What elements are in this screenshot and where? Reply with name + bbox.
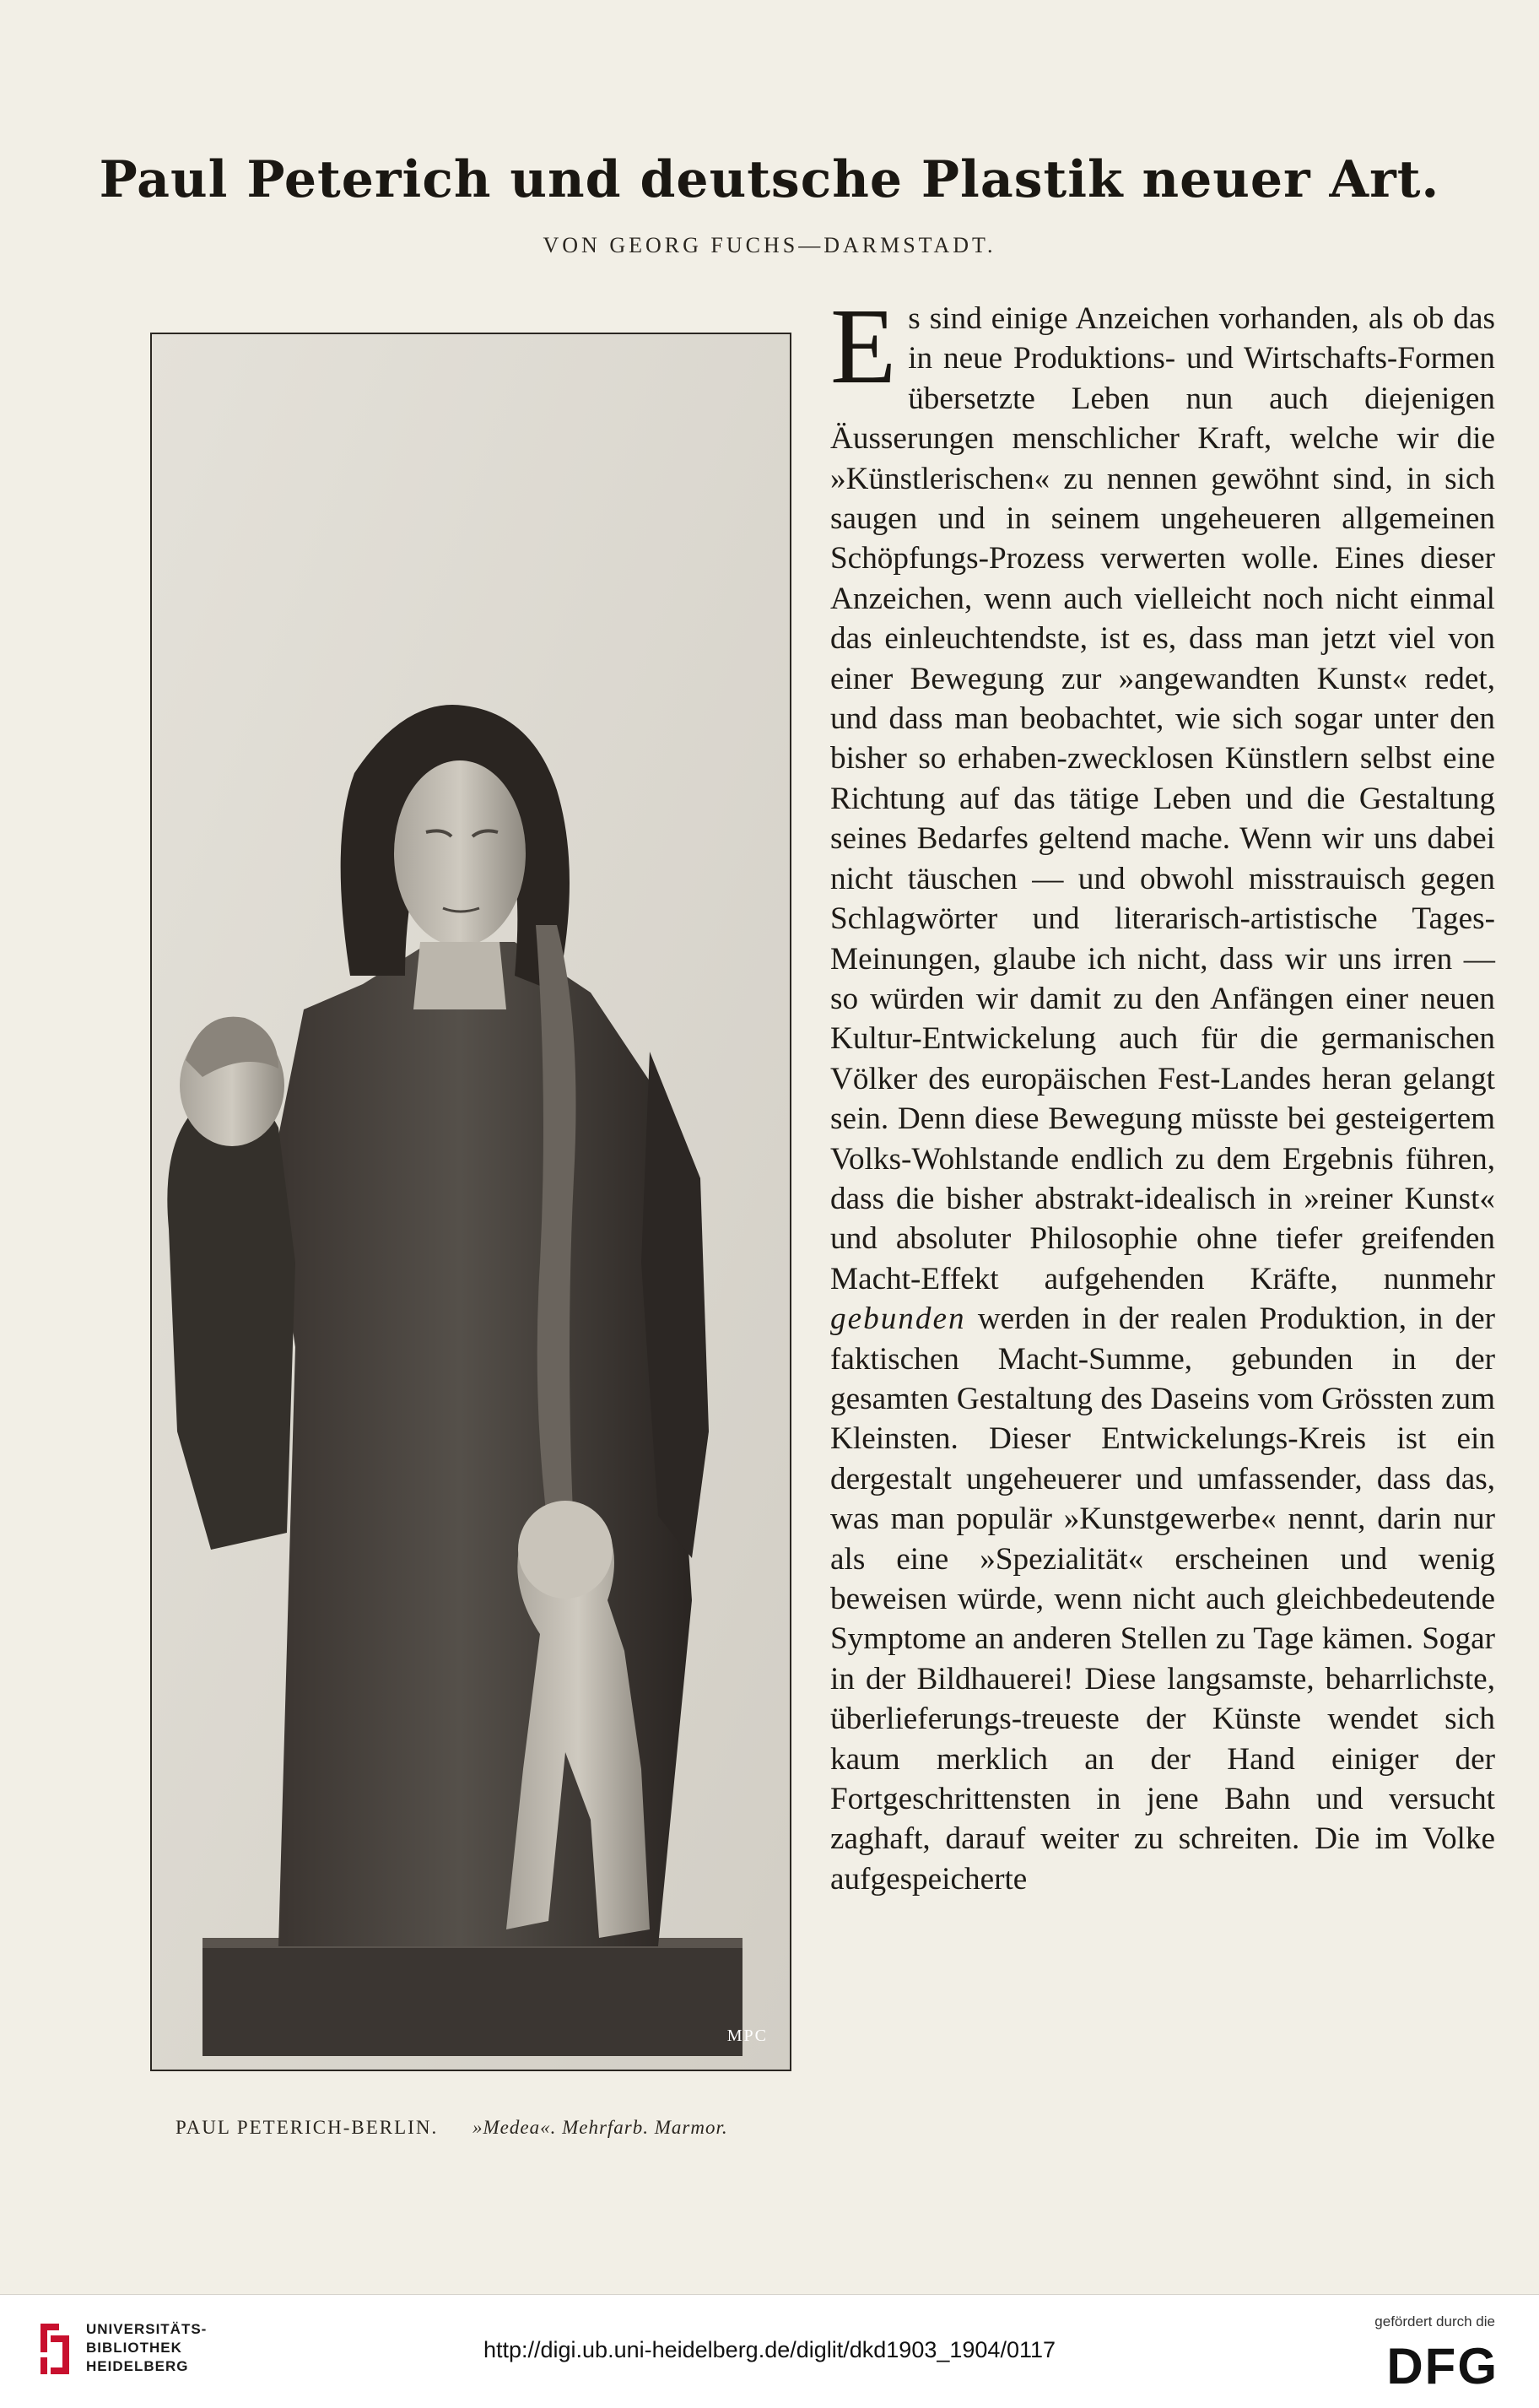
emphasized-word: gebunden xyxy=(830,1301,966,1337)
body-text-part1: s sind einige Anzeichen vorhanden, als ob das in neue Produktions- und Wirtschafts-Formen übersetzte Leben nun auch diejenigen Äusserungen menschlicher Kraft, welche wir die »Künstlerischen« zu nennen gewöhnt sind, in sich saugen und in seinem ungeheueren allgemeinen Schöpfungs-Prozess verwerten wolle. Eines dieser Anzeichen, wenn auch vielleicht noch nicht einmal das einleuchtendste, ist es, dass man jetzt viel von einer Bewegung zur »angewandten Kunst« redet, und dass man beobachtet, wie sich sogar unter den bisher so erhaben-zwecklosen Künstlern selbst eine Richtung auf das tätige Leben und die Gestaltung seines Bedarfes geltend mache. Wenn wir uns dabei nicht täuschen — und obwohl misstrauisch gegen Schlagwörter und literarisch-artistische Tages-Meinungen, glaube ich nicht, dass wir uns irren — so würden wir damit zu den Anfängen einer neuen Kultur-Entwickelung auch für die germanischen Völker des europäischen Fest-Landes heran gelangt sein. Denn diese Bewegung müsste bei gesteigertem Volks-Wohlstande endlich zu dem Ergebnis führen, dass die bisher abstrakt-idealisch in »reiner Kunst« und absoluter Philosophie ohne tiefer greifenden Macht-Effekt aufgehenden Kräfte, nunmehr xyxy=(830,301,1495,1296)
figure-caption-artist: PAUL PETERICH-BERLIN. xyxy=(176,2117,439,2138)
sculpture-photo xyxy=(150,333,791,2071)
library-name-line1: UNIVERSITÄTS- xyxy=(86,2321,208,2337)
article-byline: VON GEORG FUCHS—DARMSTADT. xyxy=(543,233,996,257)
article-paragraph xyxy=(830,286,1495,1899)
body-text-part2: werden in der realen Produktion, in der faktischen Macht-Summe, gebunden in der gesamten Gestaltung des Daseins vom Grössten zum Kleinsten. Dieser Entwickelungs-Kreis ist ein dergestalt ungeheuerer und umfassender, dass das, was man populär »Kunstgewerbe« nennt, darin nur als eine »Spezialität« erscheinen und wenig beweisen würde, wenn nicht auch gleichbedeutende Symptome an anderen Stellen zu Tage kämen. Sogar in der Bildhauerei! Diese langsamste, beharrlichste, überlieferungs-treueste der Künste wendet sich kaum merklich an der Hand einiger der Fortgeschrittensten in jene Bahn und versucht zaghaft, darauf weiter zu schreiten. Die im Volke aufgespeicherte xyxy=(830,1301,1495,1897)
dfg-logo: DFG xyxy=(1386,2338,1498,2394)
library-name-line2: BIBLIOTHEK xyxy=(86,2340,182,2356)
article-body-column xyxy=(830,286,1495,1899)
library-name-line3: HEIDELBERG xyxy=(86,2358,189,2374)
digitization-footer xyxy=(0,2294,1539,2408)
funded-by-label: gefördert durch die xyxy=(1374,2313,1495,2330)
permalink-url[interactable]: http://digi.ub.uni-heidelberg.de/diglit/dkd1903_1904/0117 xyxy=(483,2337,1056,2362)
drop-cap: E xyxy=(830,286,897,406)
article-title: Paul Peterich und deutsche Plastik neuer Art. xyxy=(99,150,1440,209)
monogram: MPC xyxy=(726,2027,768,2045)
figure-caption-title: »Medea«. Mehrfarb. Marmor. xyxy=(472,2117,728,2138)
medea-sculpture-illustration xyxy=(152,334,790,2070)
